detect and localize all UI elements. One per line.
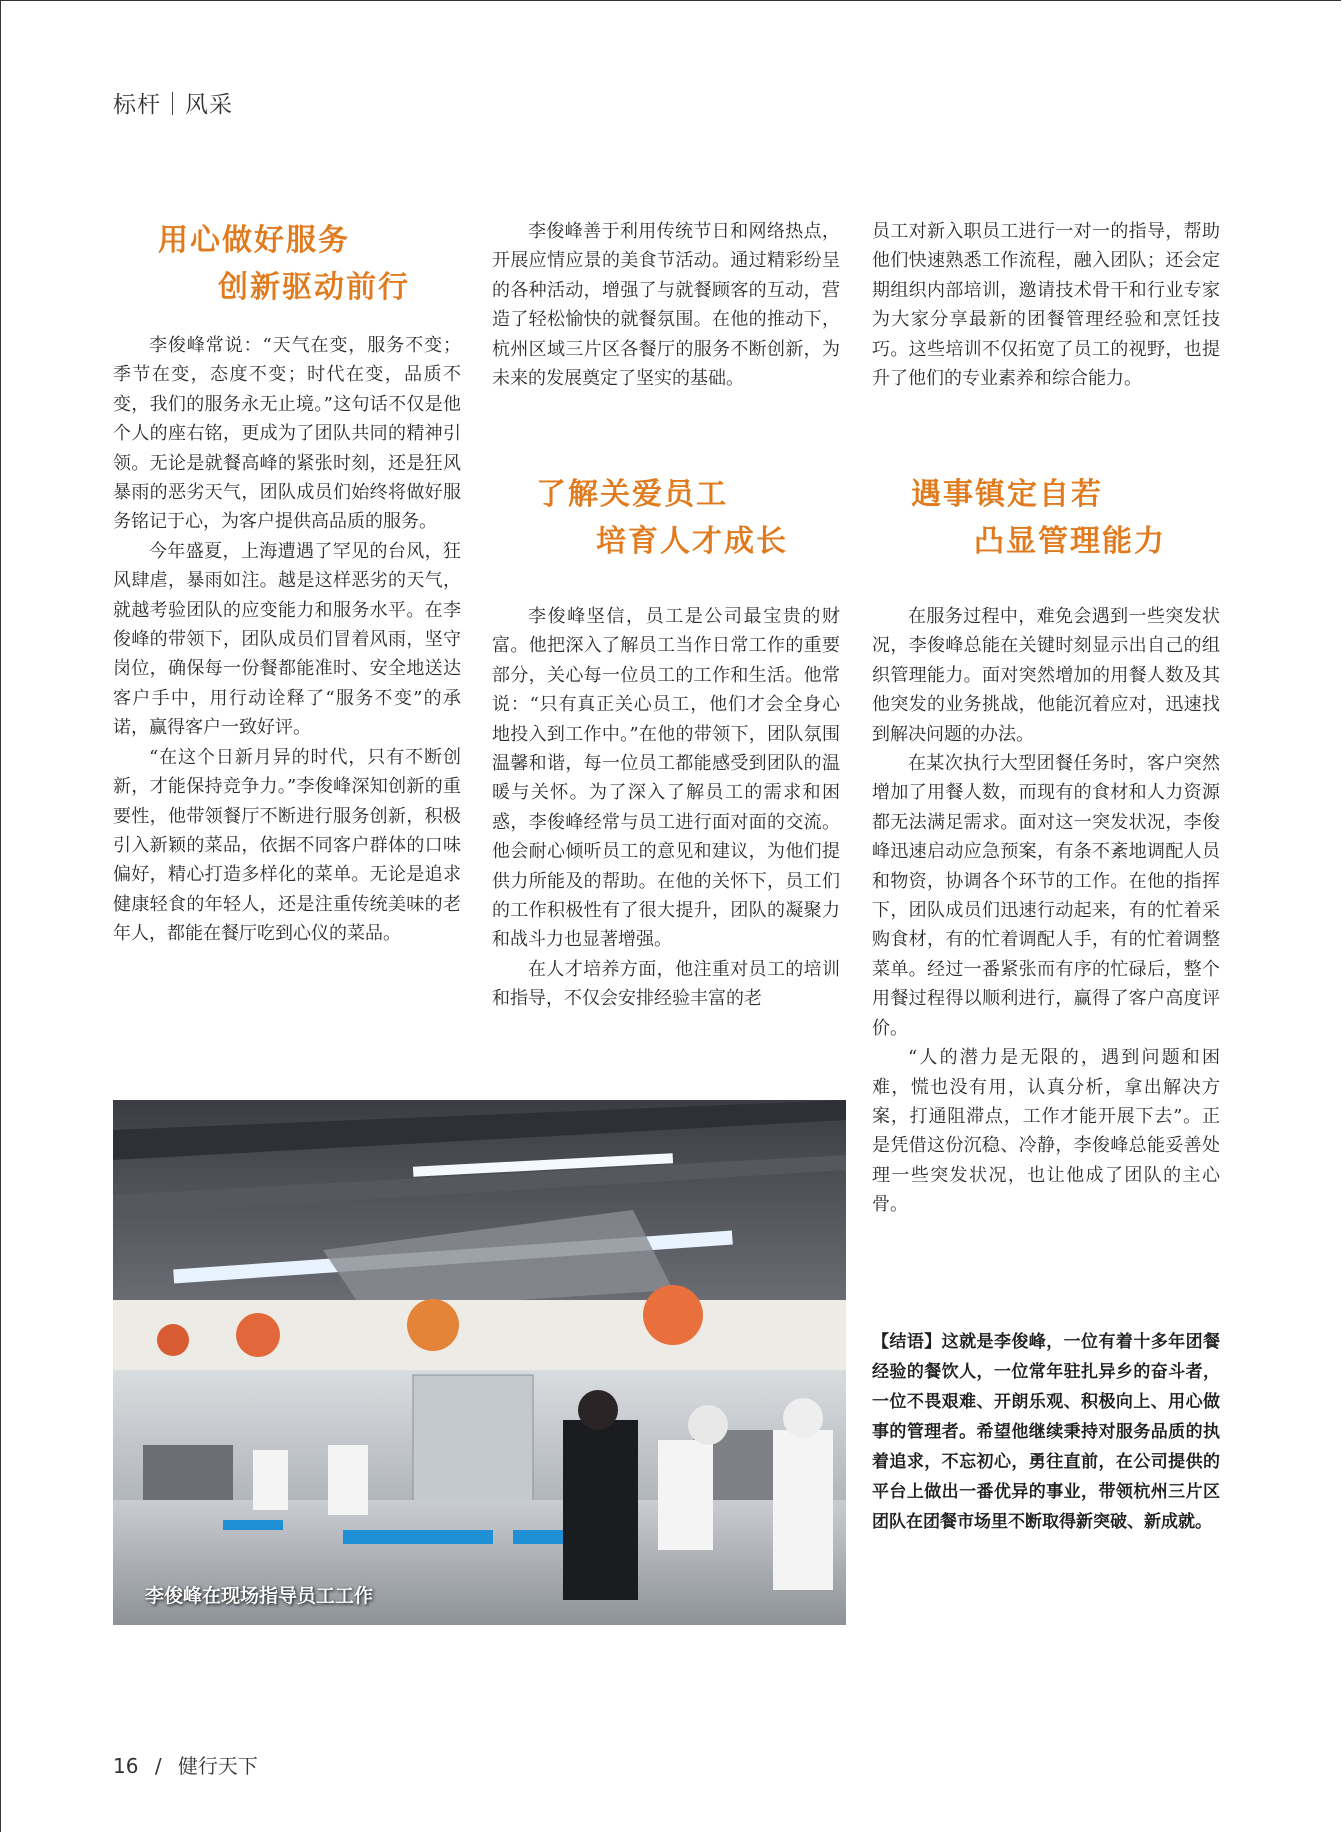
column-3: [872, 602, 1220, 1220]
paragraph: 李俊峰常说：“天气在变，服务不变；季节在变，态度不变；时代在变，品质不变，我们的服务永无止境。”这句话不仅是他个人的座右铭，更成为了团队共同的精神引领。无论是就餐高峰的紧张时刻，还是狂风暴雨的恶劣天气，团队成员们始终将做好服务铭记于心，为客户提供高品质的服务。: [113, 335, 461, 533]
heading-line: 培育人才成长: [596, 524, 788, 559]
column-1: [113, 331, 461, 949]
magazine-name: 健行天下: [177, 1754, 258, 1778]
paragraph: 今年盛夏，上海遭遇了罕见的台风，狂风肆虐，暴雨如注。越是这样恶劣的天气，就越考验团队的应变能力和服务水平。在李俊峰的带领下，团队成员们冒着风雨，坚守岗位，确保每一份餐都能准时、安全地送达客户手中，用行动诠释了“服务不变”的承诺，赢得客户一致好评。: [113, 540, 461, 739]
paragraph: “人的潜力是无限的，遇到问题和困难，慌也没有用，认真分析，拿出解决方案，打通阻滞点，工作才能开展下去”。正是凭借这份沉稳、冷静，李俊峰总能妥善处理一些突发状况，也让他成了团队的主心骨。: [872, 1047, 1220, 1216]
paragraph: “在这个日新月异的时代，只有不断创新，才能保持竞争力。”李俊峰深知创新的重要性，他带领餐厅不断进行服务创新，积极引入新颖的菜品，依据不同客户群体的口味偏好，精心打造多样化的菜单。无论是追求健康轻食的年轻人，还是注重传统美味的老年人，都能在餐厅吃到心仪的菜品。: [113, 746, 461, 945]
heading-line: 凸显管理能力: [974, 524, 1166, 559]
column-3-top: [872, 217, 1220, 393]
conclusion: 【结语】这就是李俊峰，一位有着十多年团餐经验的餐饮人，一位常年驻扎异乡的奋斗者，一位不畏艰难、开朗乐观、积极向上、用心做事的管理者。希望他继续秉持对服务品质的执着追求，不忘初心，勇往直前，在公司提供的平台上做出一番优异的事业，带领杭州三片区团队在团餐市场里不断取得新突破、新成就。: [872, 1332, 1220, 1532]
heading-line: 遇事镇定自若: [911, 477, 1103, 512]
heading-line: 了解关爱员工: [536, 477, 728, 512]
photo-kitchen-scene: [113, 1100, 846, 1625]
heading-line: 创新驱动前行: [218, 270, 410, 305]
paragraph: 员工对新入职员工进行一对一的指导，帮助他们快速熟悉工作流程，融入团队；还会定期组织内部培训，邀请技术骨干和行业专家为大家分享最新的团餐管理经验和烹饪技巧。这些培训不仅拓宽了员工的视野，也提升了他们的专业素养和综合能力。: [872, 221, 1220, 390]
page-number: 16: [113, 1754, 139, 1778]
photo-caption: 李俊峰在现场指导员工工作: [145, 1585, 374, 1607]
section-label: 标杆｜风采: [113, 92, 233, 118]
section-heading-3: [911, 471, 1166, 565]
section-heading-2: [536, 471, 788, 565]
footer-separator: /: [154, 1754, 162, 1778]
paragraph: 李俊峰善于利用传统节日和网络热点，开展应情应景的美食节活动。通过精彩纷呈的各种活动，增强了与就餐顾客的互动，营造了轻松愉快的就餐氛围。在他的推动下，杭州区域三片区各餐厅的服务不断创新，为未来的发展奠定了坚实的基础。: [492, 221, 840, 390]
paragraph: 在服务过程中，难免会遇到一些突发状况，李俊峰总能在关键时刻显示出自己的组织管理能力。面对突然增加的用餐人数及其他突发的业务挑战，他能沉着应对，迅速找到解决问题的办法。: [872, 606, 1220, 745]
paragraph: 在某次执行大型团餐任务时，客户突然增加了用餐人数，而现有的食材和人力资源都无法满足需求。面对这一突发状况，李俊峰迅速启动应急预案，有条不紊地调配人员和物资，协调各个环节的工作。在他的指挥下，团队成员们迅速行动起来，有的忙着采购食材，有的忙着调配人手，有的忙着调整菜单。经过一番紧张而有序的忙碌后，整个用餐过程得以顺利进行，赢得了客户高度评价。: [872, 753, 1220, 1039]
section-heading-1: [158, 217, 410, 311]
kitchen-illustration: [113, 1100, 846, 1625]
page-footer: [113, 1750, 268, 1779]
column-2: [492, 602, 840, 1014]
column-2-top: [492, 217, 840, 393]
paragraph: 李俊峰坚信，员工是公司最宝贵的财富。他把深入了解员工当作日常工作的重要部分，关心每一位员工的工作和生活。他常说：“只有真正关心员工，他们才会全身心地投入到工作中。”在他的带领下，团队氛围温馨和谐，每一位员工都能感受到团队的温暖与关怀。为了深入了解员工的需求和困惑，李俊峰经常与员工进行面对面的交流。他会耐心倾听员工的意见和建议，为他们提供力所能及的帮助。在他的关怀下，员工们的工作积极性有了很大提升，团队的凝聚力和战斗力也显著增强。: [492, 606, 840, 951]
heading-line: 用心做好服务: [158, 223, 350, 258]
paragraph: 在人才培养方面，他注重对员工的培训和指导，不仅会安排经验丰富的老: [492, 958, 840, 1010]
